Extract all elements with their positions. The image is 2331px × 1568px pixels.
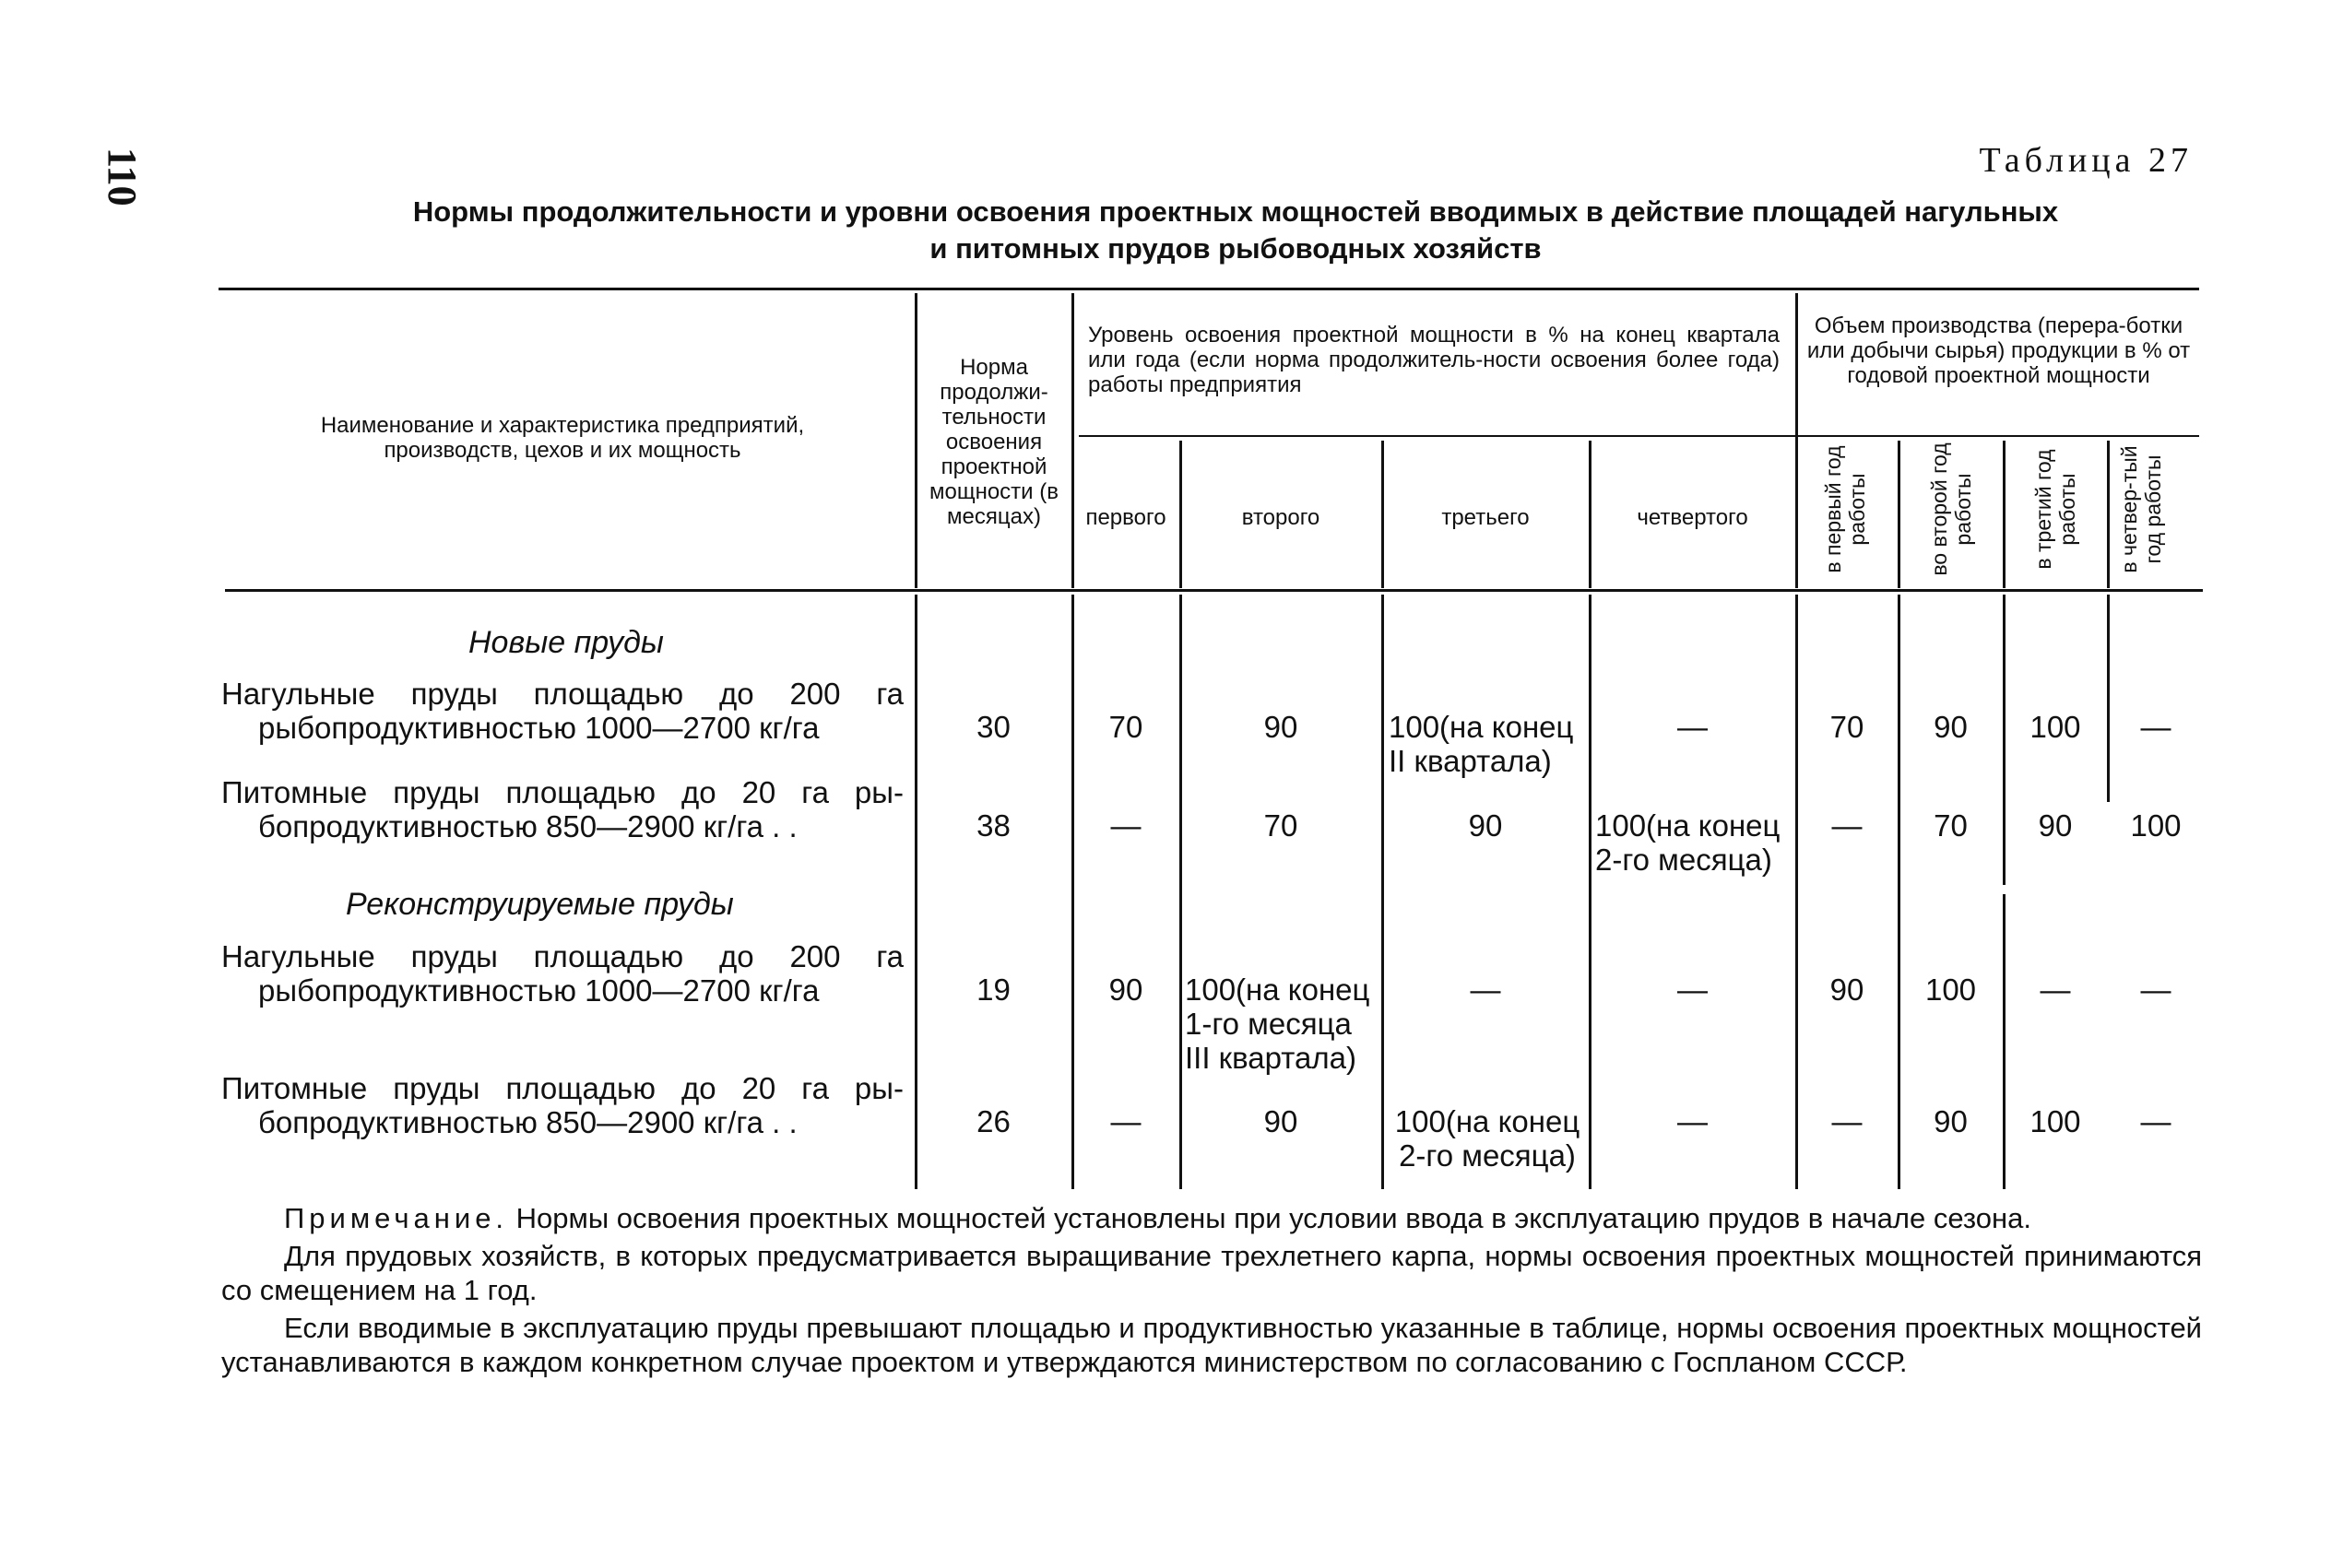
cell-q4: — xyxy=(1677,710,1708,744)
cell-y3: 90 xyxy=(2038,808,2073,843)
header-y4: в четвер-тый год работы xyxy=(2117,445,2165,573)
cell-y4: — xyxy=(2140,1104,2171,1138)
cell-q1: — xyxy=(1110,808,1142,843)
cell-y1: — xyxy=(1831,808,1863,843)
cell-norm: 30 xyxy=(976,710,1011,744)
cell-q3: 100(на конец II квартала) xyxy=(1389,710,1574,778)
header-y3: в третий год работы xyxy=(2031,449,2079,570)
cell-q4: — xyxy=(1677,1104,1708,1138)
header-q3: третьего xyxy=(1441,505,1530,530)
col-divider xyxy=(915,595,917,1189)
cell-norm: 26 xyxy=(976,1104,1011,1138)
header-norm: Норма продолжи-тельности освоения проектной мощности (в месяцах) xyxy=(929,355,1059,529)
col-divider xyxy=(2107,441,2110,588)
note-paragraph xyxy=(221,1201,2202,1235)
cell-q3: 90 xyxy=(1468,808,1503,843)
cell-y3: 100 xyxy=(2029,1104,2081,1138)
row-name-line1: Нагульные пруды площадью до 200 га xyxy=(221,677,904,711)
table-label: Таблица 27 xyxy=(1979,141,2193,180)
table-title xyxy=(221,194,2250,267)
row-name xyxy=(221,775,904,843)
cell-q1: 90 xyxy=(1108,973,1143,1007)
cell-q2: 70 xyxy=(1263,808,1298,843)
subheader-rule xyxy=(1079,435,2199,437)
header-bottom-rule xyxy=(225,589,2203,592)
note-paragraph: Для прудовых хозяйств, в которых предусматривается выращивание трехлетнего карпа, нормы освоения проектных мощностей принимаются со смещением на 1 год. xyxy=(221,1240,2202,1306)
col-divider xyxy=(2003,441,2006,588)
col-divider xyxy=(1071,293,1074,588)
col-divider xyxy=(1898,441,1900,588)
cell-norm: 19 xyxy=(976,973,1011,1007)
top-rule xyxy=(219,288,2199,290)
header-q4: четвертого xyxy=(1637,505,1748,530)
header-level: Уровень освоения проектной мощности в % на конец квартала или года (если норма продолжитель-ности освоения более года) работы предприятия xyxy=(1088,323,1780,397)
row-name xyxy=(221,677,904,745)
col-divider xyxy=(1071,595,1074,1189)
header-q2: второго xyxy=(1241,505,1320,530)
col-divider xyxy=(1795,595,1798,1189)
col-divider xyxy=(1589,595,1591,1189)
cell-y4: 100 xyxy=(2130,808,2182,843)
col-divider xyxy=(1795,293,1798,588)
cell-y3: — xyxy=(2040,973,2071,1007)
cell-y2: 90 xyxy=(1934,1104,1968,1138)
cell-y2: 70 xyxy=(1934,808,1968,843)
row-name-line2: рыбопродуктивностью 1000—2700 кг/га xyxy=(258,711,820,745)
note-text: Нормы освоения проектных мощностей установлены при условии ввода в эксплуатацию прудов в начале сезона. xyxy=(515,1202,2032,1234)
title-line-1: Нормы продолжительности и уровни освоения проектных мощностей вводимых в действие площадей нагульных xyxy=(412,195,2059,228)
cell-q3: 100(на конец 2-го месяца) xyxy=(1394,1104,1580,1173)
cell-q4: — xyxy=(1677,973,1708,1007)
cell-y1: — xyxy=(1831,1104,1863,1138)
row-name-line2: бопродуктивностью 850—2900 кг/га . . xyxy=(258,1105,798,1139)
cell-q3: — xyxy=(1470,973,1501,1007)
cell-y2: 100 xyxy=(1924,973,1977,1007)
header-y1: в первый год работы xyxy=(1821,445,1869,573)
header-name: Наименование и характеристика предприятий, производств, цехов и их мощность xyxy=(320,413,805,463)
cell-q4: 100(на конец 2-го месяца) xyxy=(1595,808,1781,877)
row-name-line1: Питомные пруды площадью до 20 га ры- xyxy=(221,775,904,809)
cell-y3: 100 xyxy=(2029,710,2081,744)
cell-y2: 90 xyxy=(1934,710,1968,744)
notes xyxy=(221,1201,2202,1383)
col-divider xyxy=(2107,595,2110,802)
row-name-line2: рыбопродуктивностью 1000—2700 кг/га xyxy=(258,973,820,1008)
header-volume: Объем производства (перера-ботки или добычи сырья) продукции в % от годовой проектной мощности xyxy=(1806,313,2191,388)
page-number: 110 xyxy=(100,147,145,206)
section-reconstructed: Реконструируемые пруды xyxy=(346,887,734,922)
col-divider xyxy=(915,293,917,588)
col-divider xyxy=(1179,595,1182,1189)
cell-norm: 38 xyxy=(976,808,1011,843)
cell-y1: 70 xyxy=(1829,710,1864,744)
title-line-2: и питомных прудов рыбоводных хозяйств xyxy=(929,232,1542,265)
row-name-line2: бопродуктивностью 850—2900 кг/га . . xyxy=(258,809,798,843)
row-name xyxy=(221,939,904,1008)
col-divider xyxy=(2003,894,2006,1189)
note-paragraph: Если вводимые в эксплуатацию пруды превышают площадью и продуктивностью указанные в таблице, нормы освоения проектных мощностей устанавливаются в каждом конкретном случае проектом и утверждаются министерством по согласованию с Госпланом СССР. xyxy=(221,1312,2202,1378)
note-label: Примечание. xyxy=(284,1202,509,1234)
col-divider xyxy=(1381,595,1384,1189)
cell-y1: 90 xyxy=(1829,973,1864,1007)
row-name-line1: Нагульные пруды площадью до 200 га xyxy=(221,939,904,973)
row-name xyxy=(221,1071,904,1139)
cell-q1: 70 xyxy=(1108,710,1143,744)
cell-q2: 100(на конец 1-го месяца III квартала) xyxy=(1185,973,1370,1075)
row-name-line1: Питомные пруды площадью до 20 га ры- xyxy=(221,1071,904,1105)
cell-q1: — xyxy=(1110,1104,1142,1138)
cell-q2: 90 xyxy=(1263,1104,1298,1138)
cell-y4: — xyxy=(2140,710,2171,744)
cell-q2: 90 xyxy=(1263,710,1298,744)
cell-y4: — xyxy=(2140,973,2171,1007)
col-divider xyxy=(1898,595,1900,1189)
header-q1: первого xyxy=(1085,505,1166,530)
header-y2: во второй год работы xyxy=(1927,442,1975,576)
section-new: Новые пруды xyxy=(468,625,664,660)
